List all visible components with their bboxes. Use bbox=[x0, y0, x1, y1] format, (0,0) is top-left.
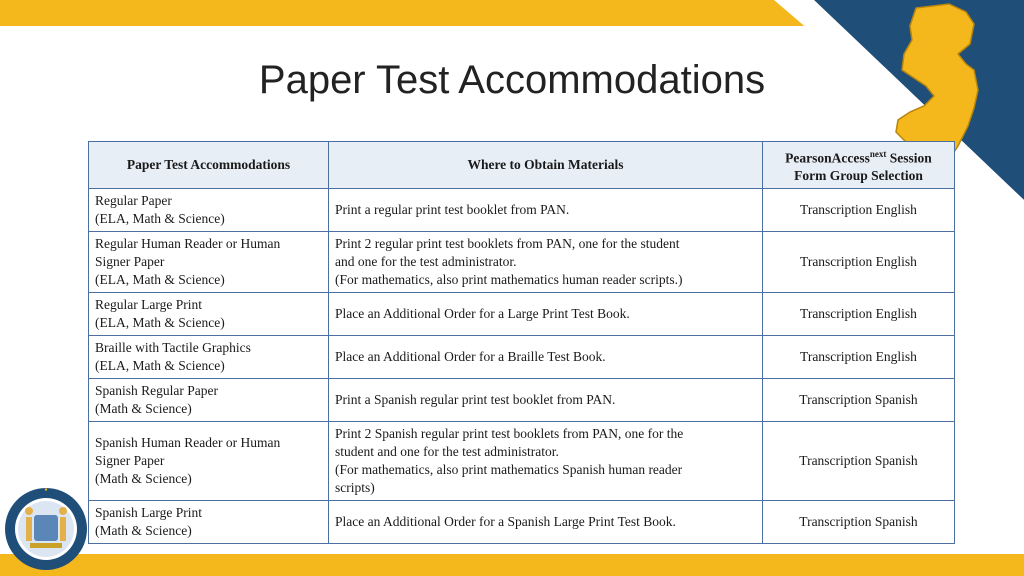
accommodation-cell-line: Regular Large Print bbox=[95, 297, 202, 312]
accommodation-cell bbox=[89, 336, 329, 379]
selection-cell: Transcription English bbox=[763, 293, 955, 336]
header-accommodation: Paper Test Accommodations bbox=[89, 142, 329, 189]
where-cell bbox=[329, 379, 763, 422]
accommodation-cell bbox=[89, 189, 329, 232]
where-cell-line: student and one for the test administrator. bbox=[335, 444, 559, 459]
header-selection: PearsonAccess$^{next}$ Session Form Group Selection bbox=[763, 142, 955, 189]
where-cell bbox=[329, 336, 763, 379]
where-cell bbox=[329, 293, 763, 336]
bottom-gold-band bbox=[0, 554, 1024, 576]
accommodation-cell bbox=[89, 232, 329, 293]
accommodation-cell-line: (Math & Science) bbox=[95, 401, 192, 416]
where-cell-line: Print a regular print test booklet from PAN. bbox=[335, 202, 570, 217]
where-cell-line: Place an Additional Order for a Spanish Large Print Test Book. bbox=[335, 514, 676, 529]
table-row bbox=[89, 336, 955, 379]
table-row bbox=[89, 232, 955, 293]
table-row bbox=[89, 501, 955, 544]
accommodation-cell-line: Regular Paper bbox=[95, 193, 172, 208]
selection-cell: Transcription English bbox=[763, 189, 955, 232]
table-header-row bbox=[89, 142, 955, 189]
accommodation-cell-line: Regular Human Reader or Human bbox=[95, 236, 281, 251]
accommodation-cell bbox=[89, 379, 329, 422]
accommodation-cell-line: (ELA, Math & Science) bbox=[95, 272, 225, 287]
accommodation-cell-line: Spanish Regular Paper bbox=[95, 383, 218, 398]
where-cell-line: scripts) bbox=[335, 480, 375, 495]
nj-department-of-education-seal-icon bbox=[4, 487, 88, 571]
accommodation-cell-line: (Math & Science) bbox=[95, 523, 192, 538]
accommodation-cell bbox=[89, 422, 329, 501]
where-cell-line: (For mathematics, also print mathematics human reader scripts.) bbox=[335, 272, 683, 287]
page-title: Paper Test Accommodations bbox=[258, 58, 766, 102]
table-row bbox=[89, 293, 955, 336]
accommodation-cell-line: Braille with Tactile Graphics bbox=[95, 340, 251, 355]
accommodations-table bbox=[88, 141, 955, 544]
accommodation-cell-line: (ELA, Math & Science) bbox=[95, 315, 225, 330]
table-body bbox=[89, 189, 955, 544]
selection-cell: Transcription Spanish bbox=[763, 501, 955, 544]
accommodation-cell-line: Signer Paper bbox=[95, 453, 165, 468]
where-cell-line: Print 2 Spanish regular print test booklets from PAN, one for the bbox=[335, 426, 684, 441]
accommodation-cell-line: Signer Paper bbox=[95, 254, 165, 269]
where-cell-line: and one for the test administrator. bbox=[335, 254, 517, 269]
where-cell bbox=[329, 422, 763, 501]
accommodation-cell-line: (ELA, Math & Science) bbox=[95, 211, 225, 226]
where-cell-line: Print a Spanish regular print test booklet from PAN. bbox=[335, 392, 616, 407]
where-cell-line: Place an Additional Order for a Braille Test Book. bbox=[335, 349, 606, 364]
selection-cell: Transcription English bbox=[763, 336, 955, 379]
where-cell-line: Place an Additional Order for a Large Print Test Book. bbox=[335, 306, 630, 321]
accommodation-cell-line: (Math & Science) bbox=[95, 471, 192, 486]
accommodation-cell bbox=[89, 501, 329, 544]
accommodation-cell-line: (ELA, Math & Science) bbox=[95, 358, 225, 373]
where-cell bbox=[329, 189, 763, 232]
selection-cell: Transcription Spanish bbox=[763, 422, 955, 501]
where-cell bbox=[329, 501, 763, 544]
accommodation-cell-line: Spanish Human Reader or Human bbox=[95, 435, 281, 450]
where-cell-line: (For mathematics, also print mathematics Spanish human reader bbox=[335, 462, 683, 477]
selection-cell: Transcription Spanish bbox=[763, 379, 955, 422]
table-row bbox=[89, 379, 955, 422]
accommodation-cell bbox=[89, 293, 329, 336]
where-cell bbox=[329, 232, 763, 293]
selection-cell: Transcription English bbox=[763, 232, 955, 293]
table-row bbox=[89, 422, 955, 501]
table-row bbox=[89, 189, 955, 232]
header-where: Where to Obtain Materials bbox=[329, 142, 763, 189]
where-cell-line: Print 2 regular print test booklets from PAN, one for the student bbox=[335, 236, 680, 251]
accommodation-cell-line: Spanish Large Print bbox=[95, 505, 202, 520]
